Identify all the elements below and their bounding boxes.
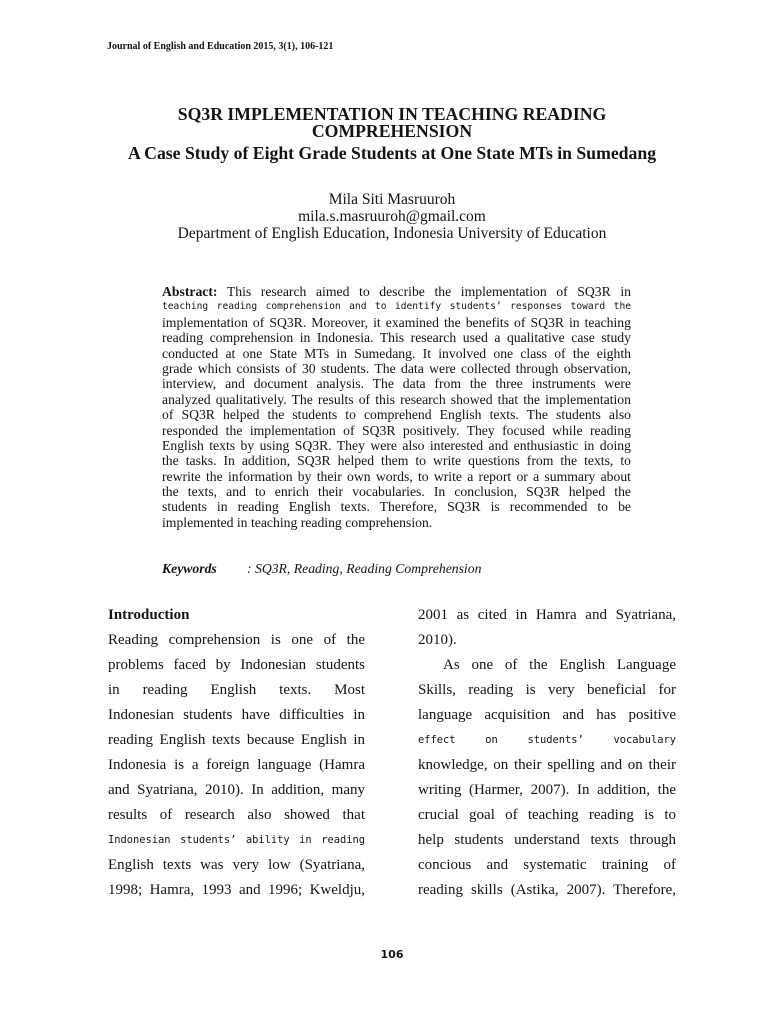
body-text-line: language acquisition and has positive [418,707,676,723]
body-text-line: and Syatriana, 2010). In addition, many [108,782,365,798]
body-text-line: help students understand texts through [418,832,676,848]
abstract-line: grade which consists of 30 students. The data were collected through observation, [162,360,631,376]
section-heading-introduction: Introduction [108,607,190,623]
abstract-line: analyzed qualitatively. The results of this research showed that the implementation [162,391,631,407]
author-name: Mila Siti Masruuroh [328,190,456,208]
body-text-line: effect on students’ vocabulary [418,734,676,746]
body-text-line: Indonesian students have difficulties in [108,707,365,723]
keywords-value: : SQ3R, Reading, Reading Comprehension [247,561,482,576]
body-text-line: writing (Harmer, 2007). In addition, the [418,782,676,798]
abstract-line: responded the implementation of SQ3R positively. They focused while reading [162,422,631,438]
journal-citation: Journal of English and Education 2015, 3(1), 106-121 [107,41,334,52]
body-text-line: As one of the English Language [443,657,676,673]
keywords-label: Keywords [162,561,217,576]
paper-title-line-2: COMPREHENSION [311,121,473,141]
page-number: 106 [380,948,404,961]
abstract-label: Abstract: [162,284,218,299]
body-text-line: crucial goal of teaching reading is to [418,807,676,823]
body-text-line: Indonesian students’ ability in reading [108,834,365,846]
abstract-line: implemented in teaching reading comprehension. [162,514,433,530]
introduction-left-column [108,603,365,903]
body-text-line: concious and systematic training of [418,857,676,873]
abstract-line: students in reading English texts. Therefore, SQ3R is recommended to be [162,499,631,515]
introduction-right-column [418,603,676,903]
abstract-line: teaching reading comprehension and to identify students’ responses toward the [162,301,631,313]
abstract [162,284,631,530]
body-text-line: English texts was very low (Syatriana, [108,857,365,873]
author-affiliation: Department of English Education, Indonesia University of Education [177,224,607,242]
abstract-line: the texts, and to enrich their vocabularies. In conclusion, SQ3R helped the [162,484,631,500]
body-text-line: Indonesia is a foreign language (Hamra [108,757,365,773]
abstract-line: English texts by using SQ3R. They were also interested and enthusiastic in doing [162,437,631,453]
paper-title-line-1: SQ3R IMPLEMENTATION IN TEACHING READING [177,104,607,124]
body-text-line: 2001 as cited in Hamra and Syatriana, [418,607,676,623]
abstract-line: interview, and document analysis. The data from the three instruments were [162,376,631,392]
keywords [162,561,631,577]
abstract-line: implementation of SQ3R. Moreover, it examined the benefits of SQ3R in teaching [162,314,631,330]
body-text-line: Reading comprehension is one of the [108,632,365,648]
author-info [108,191,676,242]
abstract-line-text: This research aimed to describe the implementation of SQ3R in [226,284,631,299]
paper-subtitle: A Case Study of Eight Grade Students at One State MTs in Sumedang [127,143,657,163]
abstract-line: conducted at one State MTs in Sumedang. It involved one class of the eighth [162,345,631,361]
body-text-line: Skills, reading is very beneficial for [418,682,676,698]
body-text-line: problems faced by Indonesian students [108,657,365,673]
body-text-line: knowledge, on their spelling and on their [418,757,676,773]
body-text-line: in reading English texts. Most [108,682,365,698]
abstract-line: reading comprehension in Indonesia. This research used a qualitative case study [162,330,631,346]
abstract-line: rewrite the information by their own words, to write a report or a summary about [162,468,631,484]
body-text-line: 2010). [418,632,457,648]
abstract-line [162,284,631,299]
body-text-line: 1998; Hamra, 1993 and 1996; Kweldju, [108,882,365,898]
abstract-line: the tasks. In addition, SQ3R helped them to write questions from the texts, to [162,453,631,469]
paper-title [108,106,676,140]
body-text-line: reading skills (Astika, 2007). Therefore, [418,882,676,898]
body-text-line: results of research also showed that [108,807,365,823]
author-email: mila.s.masruuroh@gmail.com [298,207,486,225]
body-text-line: reading English texts because English in [108,732,365,748]
abstract-line: of SQ3R helped the students to comprehend English texts. The students also [162,407,631,423]
